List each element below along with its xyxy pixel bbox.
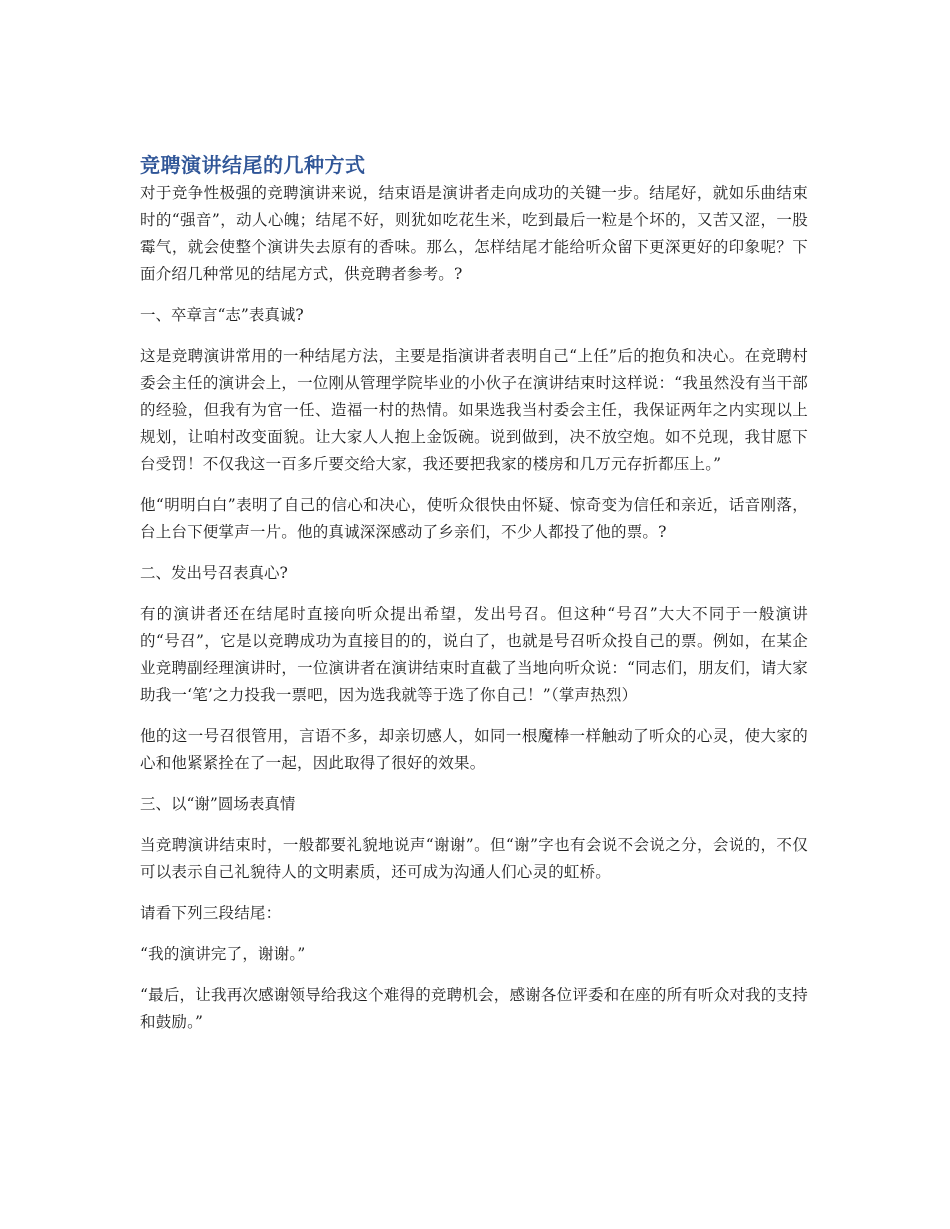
- intro-paragraph: 对于竞争性极强的竞聘演讲来说，结束语是演讲者走向成功的关键一步。结尾好，就如乐曲结束时的“强音”，动人心魄；结尾不好，则犹如吃花生米，吃到最后一粒是个坏的，又苦又涩，一股霉气，就会使整个演讲失去原有的香味。那么，怎样结尾才能给听众留下更深更好的印象呢？下面介绍几种常见的结尾方式，供竞聘者参考。?: [140, 184, 808, 283]
- section-1-paragraph-1: 这是竞聘演讲常用的一种结尾方法，主要是指演讲者表明自己“上任”后的抱负和决心。在竞聘村委会主任的演讲会上，一位刚从管理学院毕业的小伙子在演讲结束时这样说：“我虽然没有当干部的经验，但我有为官一任、造福一村的热情。如果选我当村委会主任，我保证两年之内实现以上规划，让咱村改变面貌。让大家人人抱上金饭碗。说到做到，决不放空炮。如不兑现，我甘愿下台受罚！不仅我这一百多斤要交给大家，我还要把我家的楼房和几万元存折都压上。”: [140, 347, 808, 473]
- section-3-paragraph-2: 请看下列三段结尾：: [140, 904, 282, 922]
- section-2-paragraph-1: 有的演讲者还在结尾时直接向听众提出希望，发出号召。但这种“号召”大大不同于一般演讲的“号召”，它是以竞聘成功为直接目的的，说白了，也就是号召听众投自己的票。例如，在某企业竞聘副经理演讲时，一位演讲者在演讲结束时直截了当地向听众说：“同志们，朋友们，请大家助我一‘笔’之力投我一票吧，因为选我就等于选了你自己！”（掌声热烈）: [140, 605, 808, 704]
- section-1-paragraph-2: 他“明明白白”表明了自己的信心和决心，使听众很快由怀疑、惊奇变为信任和亲近，话音刚落，台上台下便掌声一片。他的真诚深深感动了乡亲们，不少人都投了他的票。?: [140, 496, 808, 541]
- document-title: 竞聘演讲结尾的几种方式: [140, 153, 366, 177]
- section-heading-2: 二、发出号召表真心?: [140, 564, 288, 582]
- section-3-paragraph-1: 当竞聘演讲结束时，一般都要礼貌地说声“谢谢”。但“谢”字也有会说不会说之分，会说的，不仅可以表示自己礼貌待人的文明素质，还可成为沟通人们心灵的虹桥。: [140, 836, 808, 881]
- quote-1: “我的演讲完了，谢谢。”: [140, 945, 306, 963]
- section-heading-1: 一、卒章言“志”表真诚?: [140, 306, 304, 324]
- section-heading-3: 三、以“谢”圆场表真情: [140, 795, 296, 813]
- section-2-paragraph-2: 他的这一号召很管用，言语不多，却亲切感人，如同一根魔棒一样触动了听众的心灵，使大家的心和他紧紧拴在了一起，因此取得了很好的效果。: [140, 727, 808, 772]
- quote-2: “最后，让我再次感谢领导给我这个难得的竞聘机会，感谢各位评委和在座的所有听众对我的支持和鼓励。”: [140, 986, 808, 1031]
- document-page: [140, 150, 808, 1050]
